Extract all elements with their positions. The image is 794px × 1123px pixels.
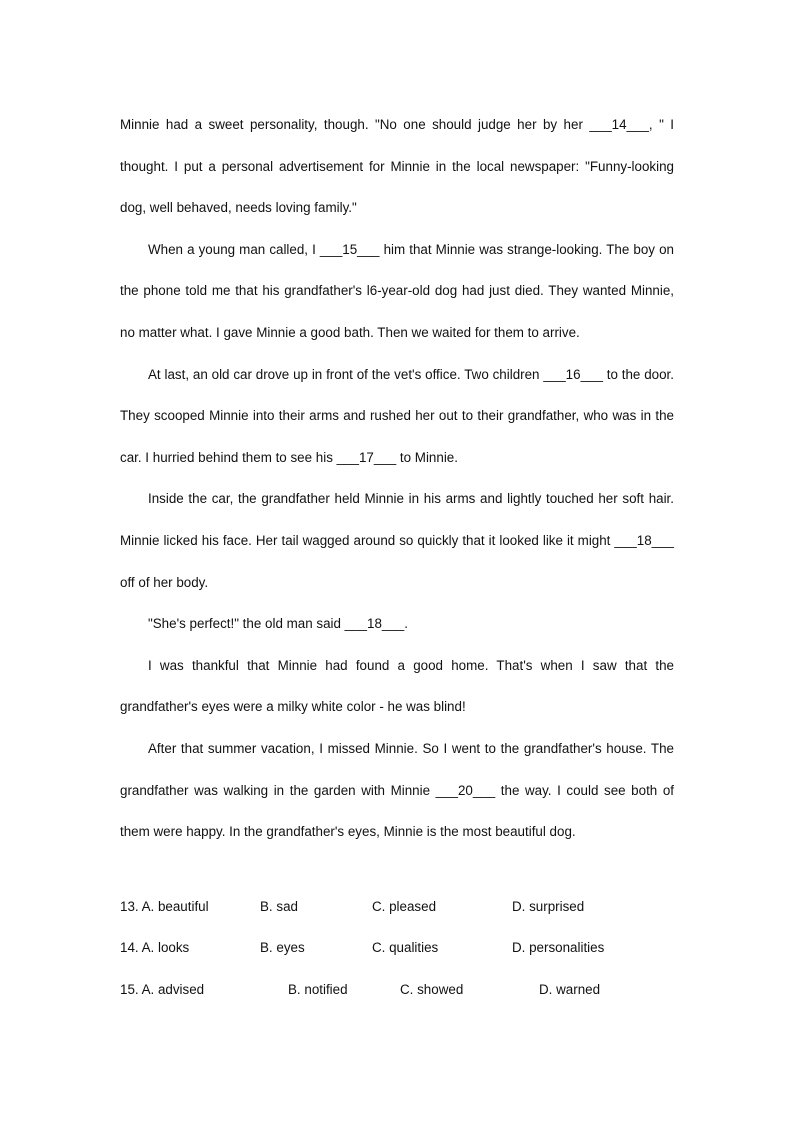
paragraph-1: Minnie had a sweet personality, though. "No one should judge her by her ___14___, " I thought. I put a personal advertisement for Minnie in the local newspaper: "Funny-looking dog, well behaved, needs loving family." [120,117,674,216]
question-13-option-c: C. pleased [372,899,437,914]
question-14-option-a: 14. A. looks [120,940,190,955]
question-13-option-d: D. surprised [512,899,585,914]
question-15-option-b: B. notified [288,982,348,997]
paragraph-3: At last, an old car drove up in front of the vet's office. Two children ___16___ to the door. They scooped Minnie into their arms and rushed her out to their grandfather, who was in the car. I hurried behind them to see his ___17___ to Minnie. [120,366,674,465]
question-15-option-a: 15. A. advised [120,982,205,997]
paragraph-5: "She's perfect!" the old man said ___18___. [148,616,408,632]
question-15-option-c: C. showed [400,982,464,997]
passage [120,104,674,853]
question-14-option-d: D. personalities [512,940,605,955]
question-14-option-b: B. eyes [260,940,305,955]
paragraph-7: After that summer vacation, I missed Minnie. So I went to the grandfather's house. The grandfather was walking in the garden with Minnie ___20___ the way. I could see both of them were happy. In the grandfather's eyes, Minnie is the most beautiful dog. [120,740,674,840]
paragraph-4: Inside the car, the grandfather held Minnie in his arms and lightly touched her soft hair. Minnie licked his face. Her tail wagged around so quickly that it looked like it might ___18___ off of her body. [120,491,674,590]
question-15-option-d: D. warned [539,982,601,997]
question-13-option-b: B. sad [260,899,298,914]
question-13-option-a: 13. A. beautiful [120,899,209,914]
paragraph-2: When a young man called, I ___15___ him that Minnie was strange-looking. The boy on the phone told me that his grandfather's l6-year-old dog had just died. They wanted Minnie, no matter what. I gave Minnie a good bath. Then we waited for them to arrive. [120,241,674,340]
question-14-option-c: C. qualities [372,940,439,955]
paragraph-6: I was thankful that Minnie had found a good home. That's when I saw that the grandfather's eyes were a milky white color - he was blind! [120,657,674,715]
